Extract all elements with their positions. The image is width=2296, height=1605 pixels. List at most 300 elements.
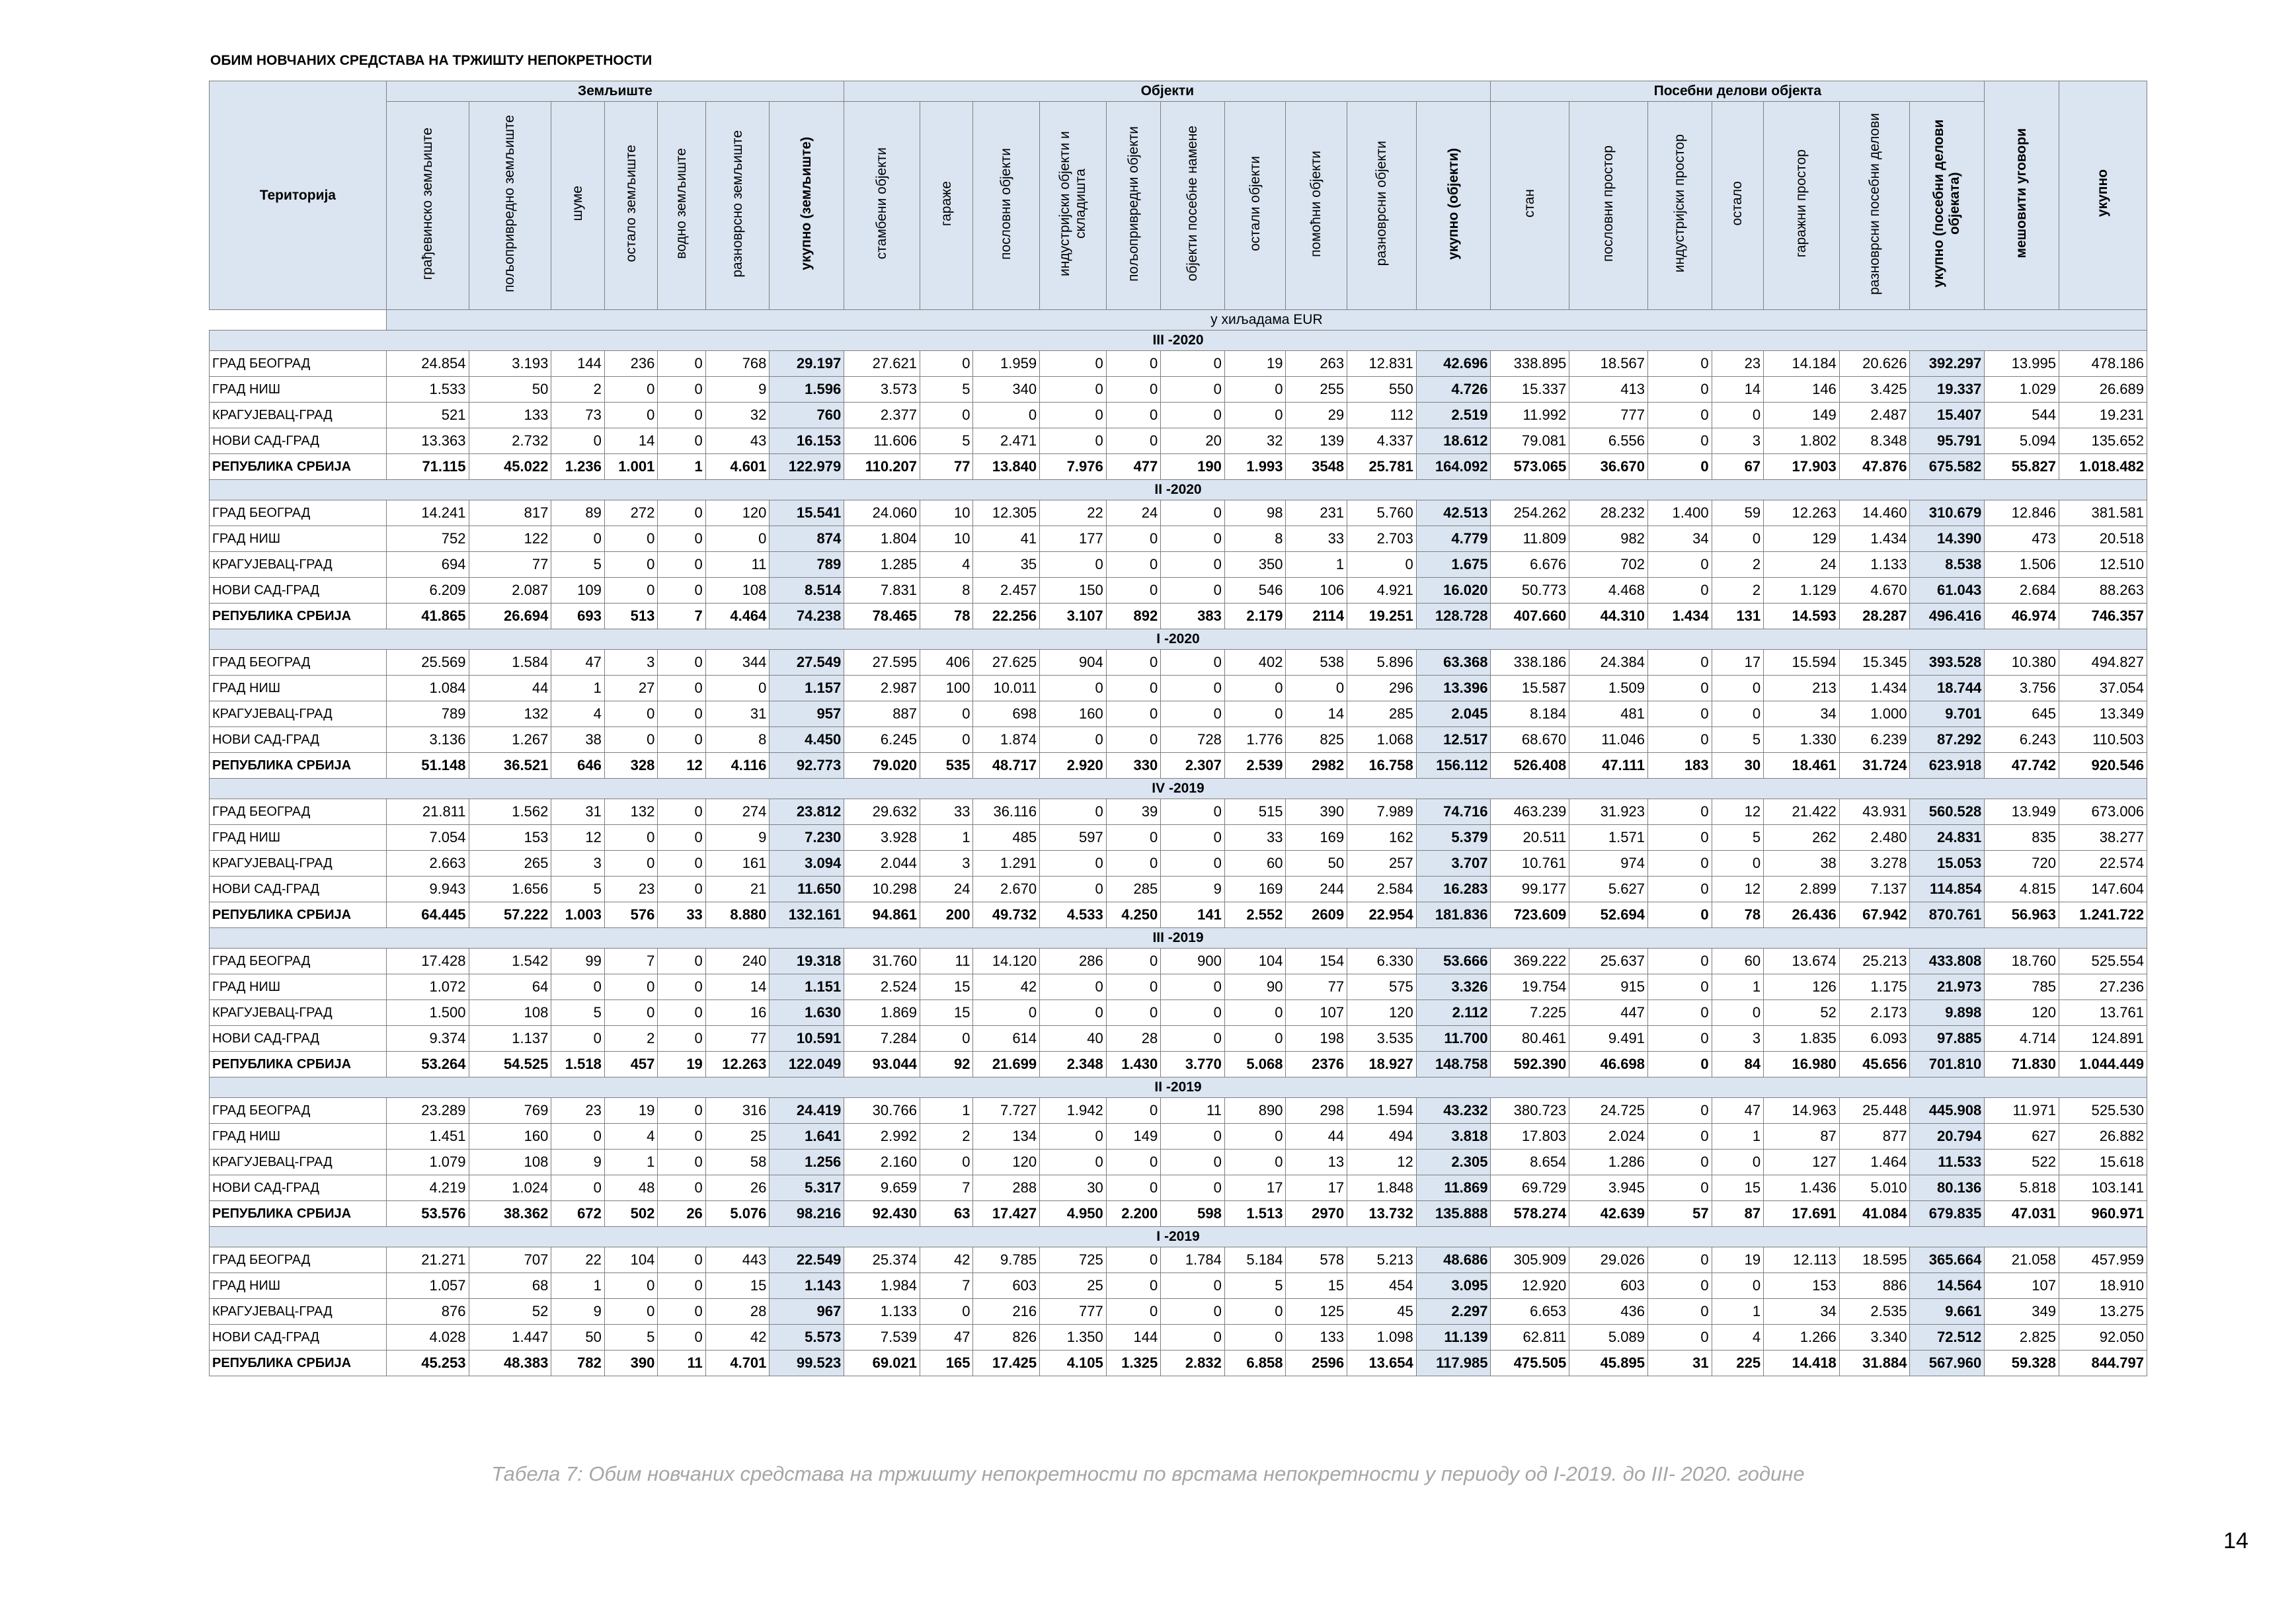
value-cell: 1 bbox=[1712, 974, 1764, 1000]
value-cell: 255 bbox=[1286, 377, 1347, 403]
value-cell: 15 bbox=[920, 1000, 973, 1026]
value-cell: 139 bbox=[1286, 428, 1347, 454]
value-cell: 0 bbox=[1647, 851, 1712, 877]
table-row-total bbox=[210, 1351, 2147, 1376]
value-cell: 0 bbox=[1106, 1000, 1161, 1026]
value-cell: 19.231 bbox=[2059, 403, 2147, 428]
value-cell: 445.908 bbox=[1910, 1098, 1985, 1124]
value-cell: 3.945 bbox=[1569, 1175, 1648, 1201]
value-cell: 7 bbox=[920, 1175, 973, 1201]
value-cell: 17.691 bbox=[1764, 1201, 1840, 1227]
value-cell: 23 bbox=[551, 1098, 605, 1124]
value-cell: 265 bbox=[469, 851, 551, 877]
value-cell: 3.707 bbox=[1416, 851, 1491, 877]
value-cell: 1.241.722 bbox=[2059, 902, 2147, 928]
value-cell: 45.253 bbox=[386, 1351, 469, 1376]
value-cell: 0 bbox=[920, 1026, 973, 1052]
value-cell: 0 bbox=[705, 526, 770, 552]
value-cell: 87 bbox=[1764, 1124, 1840, 1150]
value-cell: 25 bbox=[1040, 1273, 1107, 1299]
value-cell: 1.175 bbox=[1839, 974, 1910, 1000]
value-cell: 5.213 bbox=[1347, 1247, 1417, 1273]
table-row bbox=[210, 1098, 2147, 1124]
value-cell: 0 bbox=[1647, 454, 1712, 480]
value-cell: 3.094 bbox=[770, 851, 844, 877]
value-cell: 12.831 bbox=[1347, 351, 1417, 377]
value-cell: 2.825 bbox=[1985, 1325, 2059, 1351]
value-cell: 0 bbox=[1161, 1273, 1225, 1299]
value-cell: 877 bbox=[1839, 1124, 1910, 1150]
value-cell: 5.760 bbox=[1347, 500, 1417, 526]
value-cell: 19 bbox=[658, 1052, 705, 1077]
value-cell: 25.569 bbox=[386, 650, 469, 676]
value-cell: 181.836 bbox=[1416, 902, 1491, 928]
value-cell: 14 bbox=[604, 428, 658, 454]
value-cell: 23 bbox=[1712, 351, 1764, 377]
value-cell: 60 bbox=[1224, 851, 1286, 877]
value-cell: 522 bbox=[1985, 1150, 2059, 1175]
value-cell: 2.173 bbox=[1839, 1000, 1910, 1026]
value-cell: 1.848 bbox=[1347, 1175, 1417, 1201]
value-cell: 50 bbox=[1286, 851, 1347, 877]
value-cell: 675.582 bbox=[1910, 454, 1985, 480]
value-cell: 23.812 bbox=[770, 799, 844, 825]
value-cell: 0 bbox=[658, 1273, 705, 1299]
value-cell: 109 bbox=[551, 578, 605, 604]
value-cell: 25.781 bbox=[1347, 454, 1417, 480]
value-cell: 2.684 bbox=[1985, 578, 2059, 604]
value-cell: 0 bbox=[1647, 1175, 1712, 1201]
table-row bbox=[210, 877, 2147, 902]
value-cell: 47.031 bbox=[1985, 1201, 2059, 1227]
parts-group-header: Посебни делови објекта bbox=[1491, 81, 1985, 102]
value-cell: 3.756 bbox=[1985, 676, 2059, 701]
value-cell: 16.153 bbox=[770, 428, 844, 454]
value-cell: 0 bbox=[1712, 701, 1764, 727]
value-cell: 578.274 bbox=[1491, 1201, 1569, 1227]
value-cell: 578 bbox=[1286, 1247, 1347, 1273]
value-cell: 0 bbox=[551, 1124, 605, 1150]
value-cell: 0 bbox=[1040, 1000, 1107, 1026]
value-cell: 0 bbox=[604, 377, 658, 403]
value-cell: 33 bbox=[1224, 825, 1286, 851]
value-cell: 19 bbox=[604, 1098, 658, 1124]
value-cell: 47.111 bbox=[1569, 753, 1648, 779]
value-cell: 128.728 bbox=[1416, 604, 1491, 629]
value-cell: 310.679 bbox=[1910, 500, 1985, 526]
table-row bbox=[210, 825, 2147, 851]
value-cell: 5.573 bbox=[770, 1325, 844, 1351]
value-cell: 2.832 bbox=[1161, 1351, 1225, 1376]
value-cell: 0 bbox=[658, 974, 705, 1000]
value-cell: 12 bbox=[551, 825, 605, 851]
value-cell: 0 bbox=[658, 1150, 705, 1175]
territory-header: Територија bbox=[210, 81, 387, 310]
value-cell: 161 bbox=[705, 851, 770, 877]
value-cell: 2.670 bbox=[973, 877, 1040, 902]
value-cell: 3548 bbox=[1286, 454, 1347, 480]
value-cell: 27 bbox=[604, 676, 658, 701]
value-cell: 147.604 bbox=[2059, 877, 2147, 902]
value-cell: 0 bbox=[658, 578, 705, 604]
value-cell: 36.521 bbox=[469, 753, 551, 779]
value-cell: 18.612 bbox=[1416, 428, 1491, 454]
value-cell: 5 bbox=[1712, 727, 1764, 753]
value-cell: 104 bbox=[1224, 949, 1286, 974]
value-cell: 2.348 bbox=[1040, 1052, 1107, 1077]
value-cell: 45.022 bbox=[469, 454, 551, 480]
value-cell: 0 bbox=[1106, 974, 1161, 1000]
value-cell: 79.020 bbox=[844, 753, 920, 779]
value-cell: 16.758 bbox=[1347, 753, 1417, 779]
value-cell: 2970 bbox=[1286, 1201, 1347, 1227]
territory-cell: ГРАД БЕОГРАД bbox=[210, 1247, 387, 1273]
value-cell: 525.530 bbox=[2059, 1098, 2147, 1124]
value-cell: 88.263 bbox=[2059, 578, 2147, 604]
value-cell: 2.305 bbox=[1416, 1150, 1491, 1175]
value-cell: 0 bbox=[1040, 877, 1107, 902]
value-cell: 43 bbox=[705, 428, 770, 454]
value-cell: 0 bbox=[1040, 727, 1107, 753]
value-cell: 0 bbox=[658, 650, 705, 676]
value-cell: 494 bbox=[1347, 1124, 1417, 1150]
value-cell: 6.330 bbox=[1347, 949, 1417, 974]
value-cell: 67 bbox=[1712, 454, 1764, 480]
value-cell: 1 bbox=[658, 454, 705, 480]
value-cell: 0 bbox=[1224, 1150, 1286, 1175]
value-cell: 108 bbox=[469, 1000, 551, 1026]
value-cell: 0 bbox=[920, 403, 973, 428]
value-cell: 0 bbox=[1161, 1175, 1225, 1201]
value-cell: 122.049 bbox=[770, 1052, 844, 1077]
value-cell: 104 bbox=[604, 1247, 658, 1273]
value-cell: 154 bbox=[1286, 949, 1347, 974]
value-cell: 0 bbox=[1647, 650, 1712, 676]
table-row bbox=[210, 650, 2147, 676]
value-cell: 0 bbox=[1224, 377, 1286, 403]
value-cell: 31.923 bbox=[1569, 799, 1648, 825]
value-cell: 10.761 bbox=[1491, 851, 1569, 877]
period-header: II -2020 bbox=[210, 480, 2147, 500]
col-header: пословни простор bbox=[1569, 102, 1648, 310]
value-cell: 0 bbox=[1040, 403, 1107, 428]
value-cell: 20.511 bbox=[1491, 825, 1569, 851]
value-cell: 22 bbox=[551, 1247, 605, 1273]
value-cell: 80.461 bbox=[1491, 1026, 1569, 1052]
value-cell: 2.487 bbox=[1839, 403, 1910, 428]
value-cell: 43.232 bbox=[1416, 1098, 1491, 1124]
value-cell: 5.076 bbox=[705, 1201, 770, 1227]
value-cell: 4.670 bbox=[1839, 578, 1910, 604]
value-cell: 24 bbox=[920, 877, 973, 902]
grand-total-header: укупно bbox=[2059, 81, 2147, 310]
value-cell: 120 bbox=[1985, 1000, 2059, 1026]
value-cell: 2 bbox=[920, 1124, 973, 1150]
value-cell: 7.284 bbox=[844, 1026, 920, 1052]
value-cell: 305.909 bbox=[1491, 1247, 1569, 1273]
value-cell: 141 bbox=[1161, 902, 1225, 928]
value-cell: 99.523 bbox=[770, 1351, 844, 1376]
value-cell: 144 bbox=[1106, 1325, 1161, 1351]
value-cell: 33 bbox=[920, 799, 973, 825]
value-cell: 13.949 bbox=[1985, 799, 2059, 825]
value-cell: 98 bbox=[1224, 500, 1286, 526]
value-cell: 0 bbox=[1647, 1299, 1712, 1325]
value-cell: 1 bbox=[920, 825, 973, 851]
value-cell: 61.043 bbox=[1910, 578, 1985, 604]
value-cell: 3 bbox=[551, 851, 605, 877]
value-cell: 89 bbox=[551, 500, 605, 526]
land-group-header: Земљиште bbox=[386, 81, 844, 102]
value-cell: 52.694 bbox=[1569, 902, 1648, 928]
value-cell: 11 bbox=[658, 1351, 705, 1376]
table-caption: Табела 7: Обим новчаних средстава на тржишту непокретности по врстама непокретности у периоду од I-2019. до III- 2020. године bbox=[491, 1462, 1805, 1485]
value-cell: 15.618 bbox=[2059, 1150, 2147, 1175]
value-cell: 122 bbox=[469, 526, 551, 552]
value-cell: 0 bbox=[1106, 1175, 1161, 1201]
value-cell: 0 bbox=[1647, 825, 1712, 851]
value-cell: 68 bbox=[469, 1273, 551, 1299]
value-cell: 2.471 bbox=[973, 428, 1040, 454]
value-cell: 11.533 bbox=[1910, 1150, 1985, 1175]
territory-cell: КРАГУЈЕВАЦ-ГРАД bbox=[210, 1299, 387, 1325]
value-cell: 2 bbox=[1712, 578, 1764, 604]
value-cell: 132 bbox=[604, 799, 658, 825]
col-header-parts-total: укупно (посебни делови објеката) bbox=[1910, 102, 1985, 310]
value-cell: 1.068 bbox=[1347, 727, 1417, 753]
value-cell: 0 bbox=[1161, 974, 1225, 1000]
value-cell: 0 bbox=[1647, 877, 1712, 902]
value-cell: 365.664 bbox=[1910, 1247, 1985, 1273]
value-cell: 7.225 bbox=[1491, 1000, 1569, 1026]
value-cell: 0 bbox=[1647, 799, 1712, 825]
value-cell: 0 bbox=[1161, 1124, 1225, 1150]
value-cell: 24 bbox=[1106, 500, 1161, 526]
value-cell: 77 bbox=[920, 454, 973, 480]
value-cell: 12.517 bbox=[1416, 727, 1491, 753]
value-cell: 231 bbox=[1286, 500, 1347, 526]
col-header: стан bbox=[1491, 102, 1569, 310]
value-cell: 892 bbox=[1106, 604, 1161, 629]
value-cell: 126 bbox=[1764, 974, 1840, 1000]
value-cell: 526.408 bbox=[1491, 753, 1569, 779]
value-cell: 0 bbox=[1106, 727, 1161, 753]
value-cell: 0 bbox=[1040, 851, 1107, 877]
value-cell: 13.732 bbox=[1347, 1201, 1417, 1227]
table-row bbox=[210, 500, 2147, 526]
territory-cell: ГРАД НИШ bbox=[210, 526, 387, 552]
value-cell: 1 bbox=[604, 1150, 658, 1175]
value-cell: 27.625 bbox=[973, 650, 1040, 676]
value-cell: 1.129 bbox=[1764, 578, 1840, 604]
value-cell: 2.663 bbox=[386, 851, 469, 877]
table-row bbox=[210, 1124, 2147, 1150]
col-header-objects-total: укупно (објекти) bbox=[1416, 102, 1491, 310]
value-cell: 124.891 bbox=[2059, 1026, 2147, 1052]
value-cell: 0 bbox=[658, 552, 705, 578]
value-cell: 904 bbox=[1040, 650, 1107, 676]
value-cell: 107 bbox=[1985, 1273, 2059, 1299]
territory-cell: НОВИ САД-ГРАД bbox=[210, 727, 387, 753]
value-cell: 8.654 bbox=[1491, 1150, 1569, 1175]
col-header: пољопривредно земљиште bbox=[469, 102, 551, 310]
value-cell: 383 bbox=[1161, 604, 1225, 629]
value-cell: 1 bbox=[1286, 552, 1347, 578]
value-cell: 3.340 bbox=[1839, 1325, 1910, 1351]
value-cell: 693 bbox=[551, 604, 605, 629]
value-cell: 12.305 bbox=[973, 500, 1040, 526]
value-cell: 496.416 bbox=[1910, 604, 1985, 629]
value-cell: 17 bbox=[1712, 650, 1764, 676]
value-cell: 4.250 bbox=[1106, 902, 1161, 928]
value-cell: 0 bbox=[604, 403, 658, 428]
period-header: IV -2019 bbox=[210, 779, 2147, 799]
value-cell: 0 bbox=[1647, 676, 1712, 701]
value-cell: 14 bbox=[1712, 377, 1764, 403]
value-cell: 28 bbox=[705, 1299, 770, 1325]
value-cell: 0 bbox=[1161, 1000, 1225, 1026]
value-cell: 13.995 bbox=[1985, 351, 2059, 377]
value-cell: 10.380 bbox=[1985, 650, 2059, 676]
col-header: помоћни објекти bbox=[1286, 102, 1347, 310]
value-cell: 21.699 bbox=[973, 1052, 1040, 1077]
value-cell: 349 bbox=[1985, 1299, 2059, 1325]
value-cell: 4.779 bbox=[1416, 526, 1491, 552]
value-cell: 14.120 bbox=[973, 949, 1040, 974]
value-cell: 1.518 bbox=[551, 1052, 605, 1077]
value-cell: 0 bbox=[1647, 727, 1712, 753]
value-cell: 0 bbox=[604, 1000, 658, 1026]
value-cell: 0 bbox=[604, 552, 658, 578]
value-cell: 1.804 bbox=[844, 526, 920, 552]
value-cell: 92.430 bbox=[844, 1201, 920, 1227]
value-cell: 79.081 bbox=[1491, 428, 1569, 454]
value-cell: 4 bbox=[1712, 1325, 1764, 1351]
table-row bbox=[210, 578, 2147, 604]
value-cell: 165 bbox=[920, 1351, 973, 1376]
value-cell: 42 bbox=[920, 1247, 973, 1273]
value-cell: 344 bbox=[705, 650, 770, 676]
table-row bbox=[210, 701, 2147, 727]
value-cell: 19 bbox=[1224, 351, 1286, 377]
value-cell: 135.888 bbox=[1416, 1201, 1491, 1227]
value-cell: 11.700 bbox=[1416, 1026, 1491, 1052]
value-cell: 100 bbox=[920, 676, 973, 701]
value-cell: 47 bbox=[920, 1325, 973, 1351]
value-cell: 0 bbox=[1224, 1026, 1286, 1052]
value-cell: 1.098 bbox=[1347, 1325, 1417, 1351]
value-cell: 236 bbox=[604, 351, 658, 377]
value-cell: 614 bbox=[973, 1026, 1040, 1052]
value-cell: 33 bbox=[1286, 526, 1347, 552]
value-cell: 2 bbox=[604, 1026, 658, 1052]
value-cell: 71.115 bbox=[386, 454, 469, 480]
value-cell: 835 bbox=[1985, 825, 2059, 851]
value-cell: 1.024 bbox=[469, 1175, 551, 1201]
value-cell: 15.053 bbox=[1910, 851, 1985, 877]
value-cell: 0 bbox=[658, 1175, 705, 1201]
value-cell: 7.976 bbox=[1040, 454, 1107, 480]
value-cell: 350 bbox=[1224, 552, 1286, 578]
value-cell: 4.726 bbox=[1416, 377, 1491, 403]
value-cell: 5.896 bbox=[1347, 650, 1417, 676]
value-cell: 0 bbox=[1647, 1124, 1712, 1150]
value-cell: 5.818 bbox=[1985, 1175, 2059, 1201]
value-cell: 240 bbox=[705, 949, 770, 974]
value-cell: 789 bbox=[386, 701, 469, 727]
value-cell: 8 bbox=[920, 578, 973, 604]
value-cell: 14.564 bbox=[1910, 1273, 1985, 1299]
territory-cell: НОВИ САД-ГРАД bbox=[210, 428, 387, 454]
value-cell: 5.317 bbox=[770, 1175, 844, 1201]
value-cell: 35 bbox=[973, 552, 1040, 578]
value-cell: 19.251 bbox=[1347, 604, 1417, 629]
value-cell: 603 bbox=[1569, 1273, 1648, 1299]
value-cell: 0 bbox=[1106, 1247, 1161, 1273]
value-cell: 32 bbox=[1224, 428, 1286, 454]
value-cell: 9.661 bbox=[1910, 1299, 1985, 1325]
value-cell: 11.869 bbox=[1416, 1175, 1491, 1201]
value-cell: 5.010 bbox=[1839, 1175, 1910, 1201]
value-cell: 17.903 bbox=[1764, 454, 1840, 480]
value-cell: 285 bbox=[1106, 877, 1161, 902]
value-cell: 50 bbox=[551, 1325, 605, 1351]
value-cell: 1 bbox=[1712, 1124, 1764, 1150]
value-cell: 2.552 bbox=[1224, 902, 1286, 928]
value-cell: 782 bbox=[551, 1351, 605, 1376]
value-cell: 17 bbox=[1286, 1175, 1347, 1201]
value-cell: 5 bbox=[551, 552, 605, 578]
value-cell: 915 bbox=[1569, 974, 1648, 1000]
value-cell: 874 bbox=[770, 526, 844, 552]
value-cell: 2.703 bbox=[1347, 526, 1417, 552]
value-cell: 7.230 bbox=[770, 825, 844, 851]
value-cell: 41.084 bbox=[1839, 1201, 1910, 1227]
value-cell: 31 bbox=[1647, 1351, 1712, 1376]
value-cell: 24 bbox=[1764, 552, 1840, 578]
value-cell: 0 bbox=[1224, 1000, 1286, 1026]
value-cell: 6.556 bbox=[1569, 428, 1648, 454]
value-cell: 38 bbox=[551, 727, 605, 753]
value-cell: 19.754 bbox=[1491, 974, 1569, 1000]
value-cell: 960.971 bbox=[2059, 1201, 2147, 1227]
value-cell: 0 bbox=[1106, 949, 1161, 974]
value-cell: 0 bbox=[1647, 974, 1712, 1000]
value-cell: 2.987 bbox=[844, 676, 920, 701]
value-cell: 2114 bbox=[1286, 604, 1347, 629]
value-cell: 1.436 bbox=[1764, 1175, 1840, 1201]
value-cell: 0 bbox=[1040, 428, 1107, 454]
value-cell: 0 bbox=[1161, 377, 1225, 403]
value-cell: 707 bbox=[469, 1247, 551, 1273]
value-cell: 0 bbox=[1040, 1150, 1107, 1175]
value-cell: 0 bbox=[658, 799, 705, 825]
value-cell: 38.362 bbox=[469, 1201, 551, 1227]
value-cell: 24.831 bbox=[1910, 825, 1985, 851]
value-cell: 1.434 bbox=[1839, 676, 1910, 701]
value-cell: 160 bbox=[1040, 701, 1107, 727]
value-cell: 25.374 bbox=[844, 1247, 920, 1273]
value-cell: 0 bbox=[1647, 1325, 1712, 1351]
value-cell: 2.920 bbox=[1040, 753, 1107, 779]
value-cell: 4.105 bbox=[1040, 1351, 1107, 1376]
value-cell: 78.465 bbox=[844, 604, 920, 629]
value-cell: 477 bbox=[1106, 454, 1161, 480]
value-cell: 0 bbox=[1224, 676, 1286, 701]
value-cell: 30 bbox=[1040, 1175, 1107, 1201]
value-cell: 597 bbox=[1040, 825, 1107, 851]
col-header: објекти посебне намене bbox=[1161, 102, 1225, 310]
